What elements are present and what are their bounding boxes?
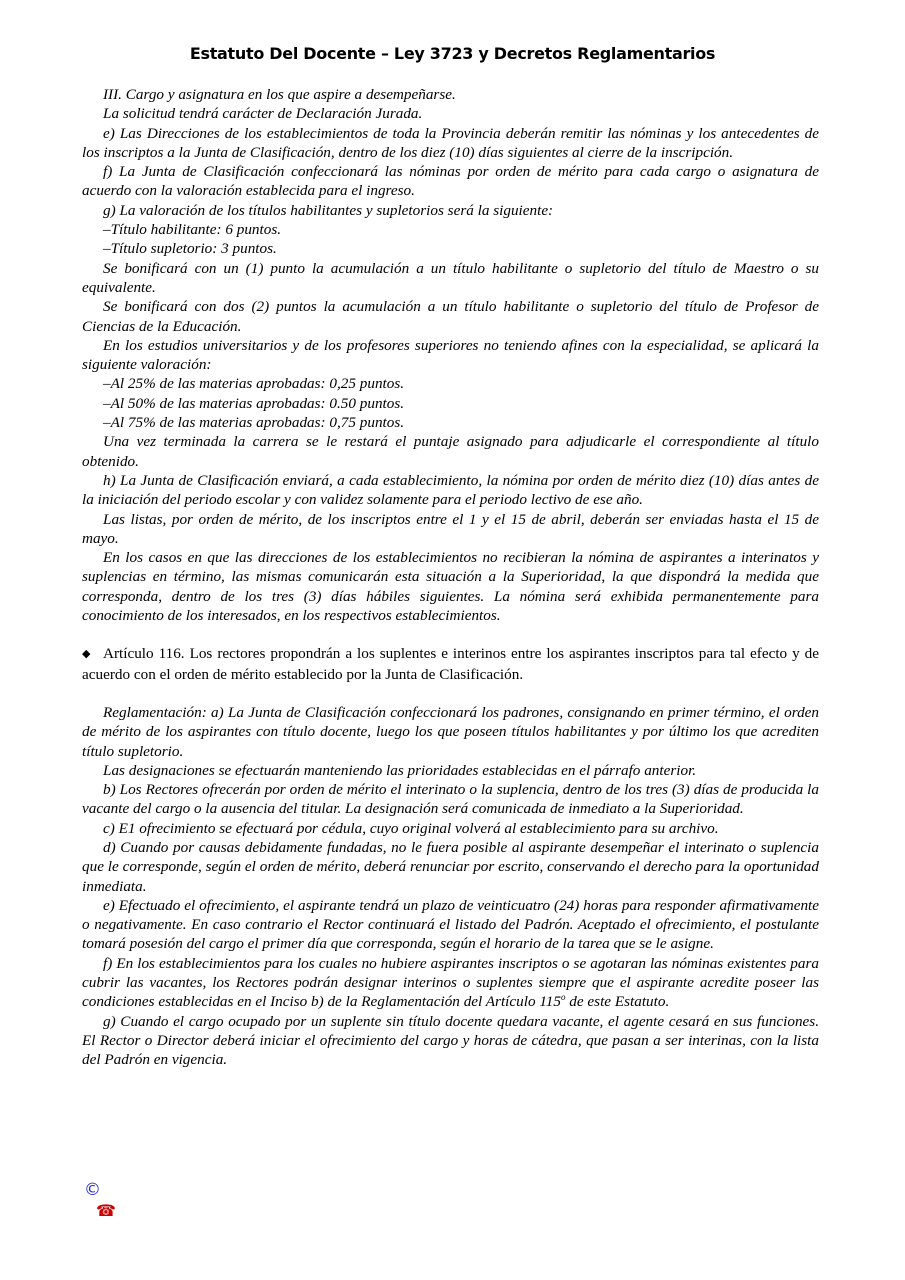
article-text: Artículo 116. Los rectores propondrán a los suplentes e interinos entre los aspirantes inscriptos para tal efecto y de acuerdo con el orden de mérito establecido por la Junta de Clasificación.: [82, 645, 819, 683]
diamond-bullet-icon: ◆: [82, 648, 91, 661]
paragraph: En los casos en que las direcciones de los establecimientos no recibieran la nómina de aspirantes a interinatos y suplencias en término, las mismas comunicarán esta situación a la Superioridad, la que dispondrá la medida que corresponda, dentro de los tres (3) días hábiles siguientes. La nómina será exhibida permanentemente para conocimiento de los interesados, en los respectivos establecimientos.: [82, 549, 819, 625]
telephone-icon: ☎: [96, 1201, 116, 1220]
paragraph: [82, 954, 819, 1012]
paragraph: c) E1 ofrecimiento se efectuará por cédula, cuyo original volverá al establecimiento para su archivo.: [103, 819, 719, 837]
paragraph: En los estudios universitarios y de los profesores superiores no teniendo afines con la especialidad, se aplicará la siguiente valoración:: [82, 336, 819, 374]
list-item: –Título habilitante: 6 puntos.: [103, 221, 282, 239]
list-item: –Al 25% de las materias aprobadas: 0,25 puntos.: [103, 375, 405, 393]
superscript: o: [561, 992, 566, 1003]
page-title: Estatuto Del Docente – Ley 3723 y Decretos Reglamentarios: [189, 44, 716, 63]
copyright-icon: ©: [84, 1180, 101, 1200]
paragraph: Las designaciones se efectuarán manteniendo las prioridades establecidas en el párrafo anterior.: [103, 761, 697, 779]
paragraph-f-end: de este Estatuto.: [565, 993, 670, 1011]
document-body: [82, 85, 819, 1070]
paragraph: e) Las Direcciones de los establecimientos de toda la Provincia deberán remitir las nóminas y los antecedentes de los inscriptos a la Junta de Clasificación, dentro de los diez (10) días siguientes al cierre de la inscripción.: [82, 124, 819, 161]
list-item: –Al 75% de las materias aprobadas: 0,75 puntos.: [103, 414, 405, 432]
article-116: [82, 644, 819, 684]
paragraph: Las listas, por orden de mérito, de los inscriptos entre el 1 y el 15 de abril, deberán ser enviadas hasta el 15 de mayo.: [82, 510, 819, 547]
spacer: [82, 625, 819, 644]
paragraph: h) La Junta de Clasificación enviará, a cada establecimiento, la nómina por orden de mérito diez (10) días antes de la iniciación del periodo escolar y con validez solamente para el periodo lectivo de ese año.: [82, 471, 819, 509]
paragraph: La solicitud tendrá carácter de Declaración Jurada.: [103, 105, 423, 123]
list-item: –Al 50% de las materias aprobadas: 0.50 puntos.: [103, 394, 405, 412]
spacer: [82, 684, 819, 703]
paragraph: Reglamentación: a) La Junta de Clasificación confeccionará los padrones, consignando en primer término, el orden de mérito de los aspirantes con título docente, luego los que poseen títulos habilitantes y por último los que acrediten título supletorio.: [82, 703, 819, 760]
paragraph: e) Efectuado el ofrecimiento, el aspirante tendrá un plazo de veinticuatro (24) horas para responder afirmativamente o negativamente. En caso contrario el Rector continuará el listado del Padrón. Aceptado el ofrecimiento, el postulante tomará posesión del cargo el primer día que corresponda, según el horario de la tarea que se le asigne.: [82, 896, 819, 953]
paragraph-f-text: f) En los establecimientos para los cuales no hubiere aspirantes inscriptos o se agotaran las nóminas existentes para cubrir las vacantes, los Rectores podrán designar interinos o suplentes siempre que el aspirante acredite poseer las condiciones establecidas en el Inciso b) de la Reglamentación del Artículo 115: [82, 954, 819, 1011]
paragraph: g) Cuando el cargo ocupado por un suplente sin título docente quedara vacante, el agente cesará en sus funciones. El Rector o Director deberá iniciar el ofrecimiento del cargo y horas de cátedra, que pasan a ser interinas, con la lista del Padrón en vigencia.: [82, 1012, 819, 1069]
paragraph: g) La valoración de los títulos habilitantes y supletorios será la siguiente:: [103, 201, 554, 219]
paragraph: Se bonificará con dos (2) puntos la acumulación a un título habilitante o supletorio del título de Profesor de Ciencias de la Educación.: [82, 298, 819, 335]
paragraph: b) Los Rectores ofrecerán por orden de mérito el interinato o la suplencia, dentro de los tres (3) días de producida la vacante del cargo o la ausencia del titular. La designación será comunicada de inmediato a la Superioridad.: [82, 781, 819, 818]
paragraph: Se bonificará con un (1) punto la acumulación a un título habilitante o supletorio del título de Maestro o su equivalente.: [82, 259, 819, 296]
paragraph: f) La Junta de Clasificación confeccionará las nóminas por orden de mérito para cada cargo o asignatura de acuerdo con la valoración establecida para el ingreso.: [82, 163, 819, 200]
paragraph: III. Cargo y asignatura en los que aspire a desempeñarse.: [103, 86, 456, 103]
paragraph: Una vez terminada la carrera se le restará el puntaje asignado para adjudicarle el correspondiente al título obtenido.: [82, 433, 819, 470]
paragraph: d) Cuando por causas debidamente fundadas, no le fuera posible al aspirante desempeñar el interinato o suplencia que le corresponde, según el orden de mérito, deberá renunciar por escrito, conservando el derecho para la oportunidad inmediata.: [82, 838, 819, 895]
list-item: –Título supletorio: 3 puntos.: [103, 240, 277, 258]
